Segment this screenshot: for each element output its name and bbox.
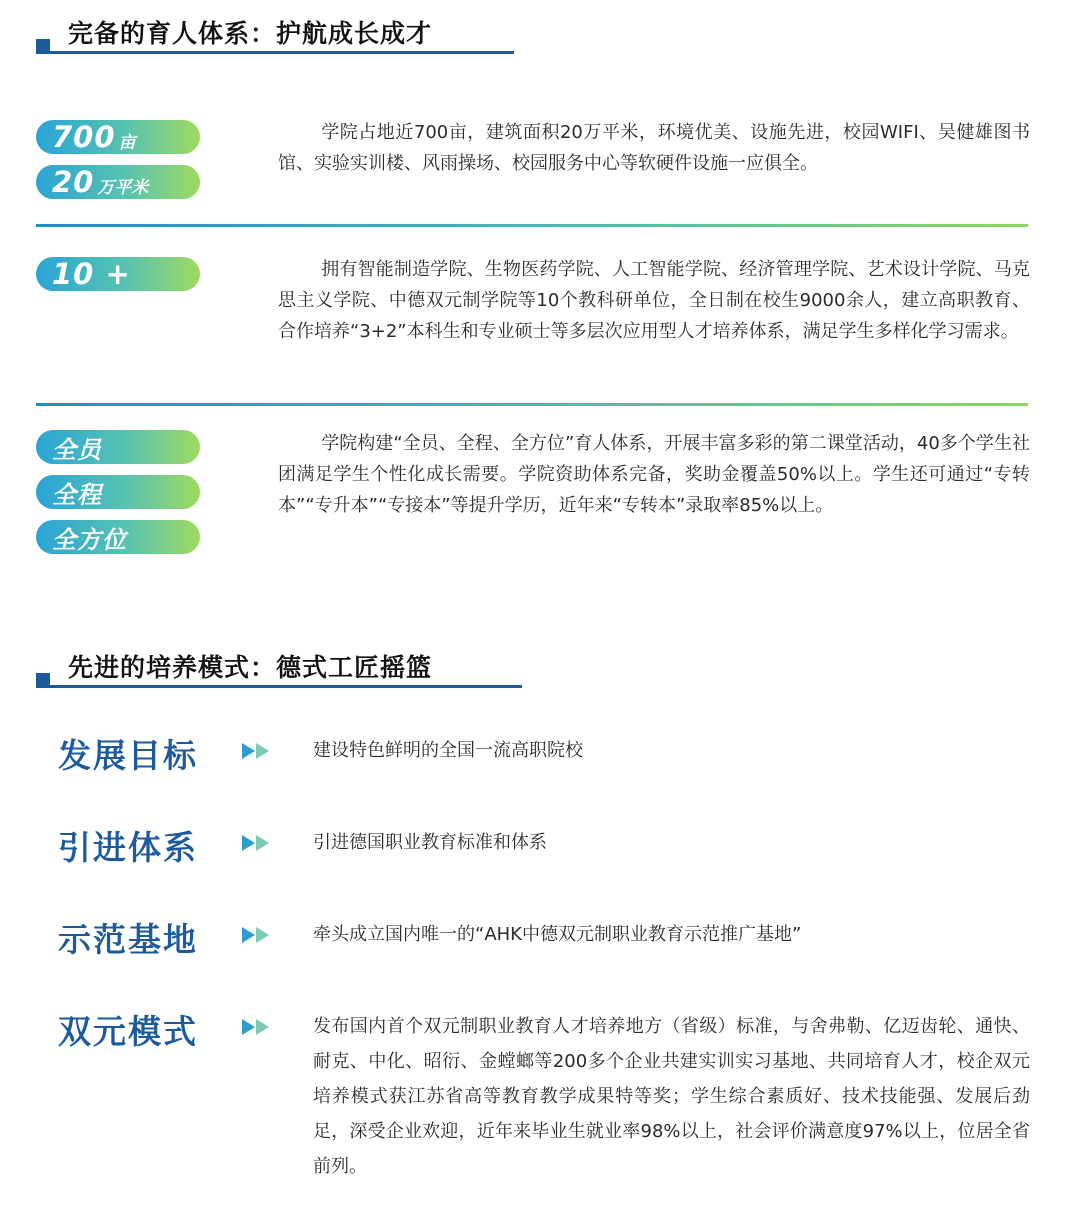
badge-20-wan-pingmi [36, 165, 200, 199]
double-arrow-icon [242, 1018, 274, 1036]
badge-label: 全员 [52, 435, 102, 464]
badge-number: 700 [52, 120, 116, 154]
section-marker [36, 673, 50, 688]
double-arrow-icon [242, 834, 274, 852]
badge-quancheng [36, 475, 200, 509]
section-divider [36, 224, 1028, 227]
feature-label-system: 引进体系 [58, 828, 198, 867]
badge-number: 10 + [52, 257, 131, 291]
badge-unit: 万平米 [97, 177, 149, 198]
feature-label-base: 示范基地 [58, 920, 198, 959]
section-underline [50, 51, 514, 54]
feature-label-dual-mode: 双元模式 [58, 1012, 198, 1051]
campus-facilities-text: 学院占地近700亩，建筑面积20万平米，环境优美、设施先进，校园WIFI、吴健雄图书馆、实验实训楼、风雨操场、校园服务中心等软硬件设施一应俱全。 [278, 122, 1030, 174]
colleges-text: 拥有智能制造学院、生物医药学院、人工智能学院、经济管理学院、艺术设计学院、马克思主义学院、中德双元制学院等10个教科研单位，全日制在校生9000余人，建立高职教育、合作培养“3+2”本科生和专业硕士等多层次应用型人才培养体系，满足学生多样化学习需求。 [278, 259, 1030, 342]
badge-700-mu [36, 120, 200, 154]
feature-text-goal: 建设特色鲜明的全国一流高职院校 [313, 740, 583, 761]
feature-text-dual-mode: 发布国内首个双元制职业教育人才培养地方（省级）标准，与舍弗勒、亿迈齿轮、通快、耐克、中化、昭衍、金螳螂等200多个企业共建实训实习基地、共同培育人才，校企双元培养模式获江苏省高等教育教学成果特等奖；学生综合素质好、技术技能强、发展后劲足，深受企业欢迎，近年来毕业生就业率98%以上，社会评价满意度97%以上，位居全省前列。 [313, 1016, 1030, 1177]
education-system-text: 学院构建“全员、全程、全方位”育人体系，开展丰富多彩的第二课堂活动，40多个学生社团满足学生个性化成长需要。学院资助体系完备，奖助金覆盖50%以上。学生还可通过“专转本”“专升本”“专接本”等提升学历，近年来“专转本”录取率85%以上。 [278, 433, 1030, 516]
badge-number: 20 [52, 165, 95, 199]
badge-quanyuan [36, 430, 200, 464]
badge-label: 全程 [52, 480, 102, 509]
badge-unit: 亩 [118, 132, 136, 153]
feature-label-goal: 发展目标 [58, 736, 198, 775]
badge-10-plus [36, 257, 200, 291]
double-arrow-icon [242, 926, 274, 944]
badge-quanfangwei [36, 520, 200, 554]
section1-title: 完备的育人体系：护航成长成才 [68, 19, 433, 48]
section-divider [36, 403, 1028, 406]
section2-title: 先进的培养模式：德式工匠摇篮 [68, 653, 433, 682]
section1-header [36, 14, 514, 54]
section2-header [36, 648, 524, 688]
badge-label: 全方位 [52, 525, 127, 554]
double-arrow-icon [242, 742, 274, 760]
section-marker [36, 39, 50, 54]
feature-text-base: 牵头成立国内唯一的“AHK中德双元制职业教育示范推广基地” [313, 924, 802, 945]
feature-text-system: 引进德国职业教育标准和体系 [313, 832, 547, 853]
section-underline [50, 685, 522, 688]
